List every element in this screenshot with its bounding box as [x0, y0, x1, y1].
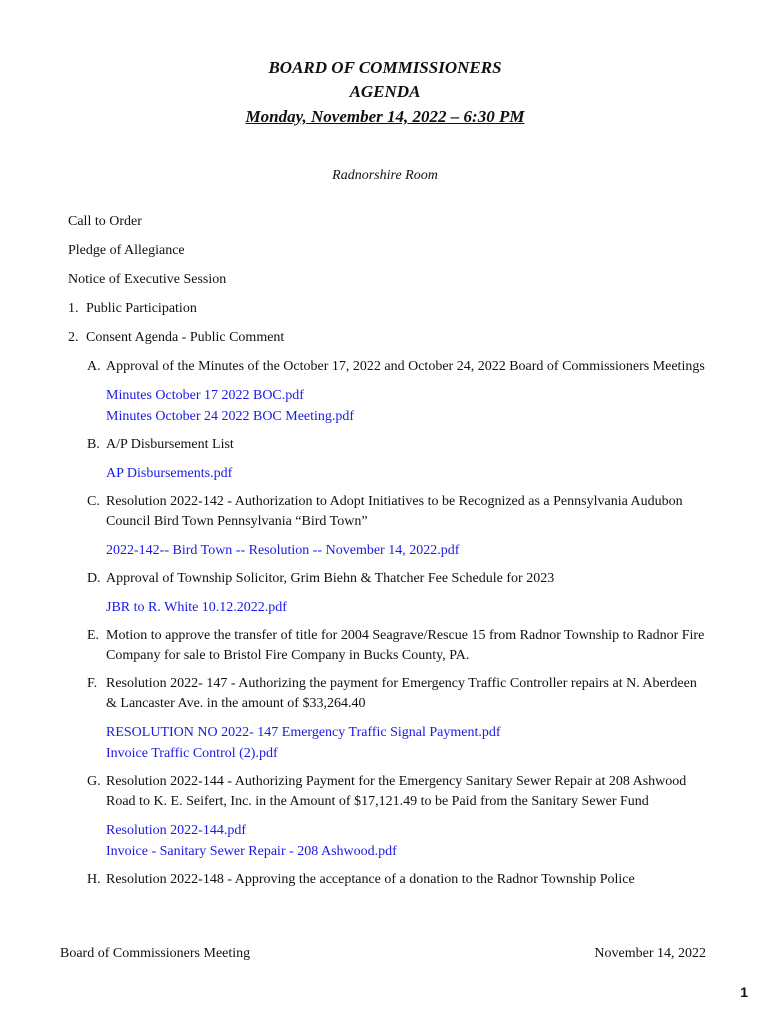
item-text: Public Participation — [86, 301, 197, 316]
item-text: A/P Disbursement List — [106, 437, 234, 452]
agenda-body — [68, 212, 708, 898]
attachment-link[interactable]: Invoice Traffic Control (2).pdf — [106, 746, 278, 761]
agenda-item-a — [87, 357, 708, 377]
agenda-item-c — [87, 492, 708, 532]
footer-date: November 14, 2022 — [594, 946, 706, 961]
item-text: Resolution 2022-142 - Authorization to Adopt Initiatives to be Recognized as a Pennsylvania Audubon Council Bird Town Pennsylvania “Bird Town” — [106, 494, 683, 529]
item-letter: B. — [87, 437, 100, 452]
attachment-list — [106, 540, 708, 561]
attachment-link[interactable]: RESOLUTION NO 2022- 147 Emergency Traffic Signal Payment.pdf — [106, 725, 501, 740]
agenda-item-g — [87, 772, 708, 812]
item-text: Approval of the Minutes of the October 17, 2022 and October 24, 2022 Board of Commissioners Meetings — [106, 359, 705, 374]
item-letter: C. — [87, 494, 100, 509]
attachment-list — [106, 820, 708, 862]
item-number: 1. — [68, 301, 79, 316]
agenda-subtitle: AGENDA — [349, 82, 421, 101]
page-number: 1 — [740, 984, 748, 1000]
attachment-link[interactable]: AP Disbursements.pdf — [106, 466, 233, 481]
opening-item: Pledge of Allegiance — [68, 243, 185, 258]
attachment-link[interactable]: 2022-142-- Bird Town -- Resolution -- November 14, 2022.pdf — [106, 543, 460, 558]
item-number: 2. — [68, 330, 79, 345]
item-text: Resolution 2022-144 - Authorizing Payment for the Emergency Sanitary Sewer Repair at 208 Ashwood Road to K. E. Seifert, Inc. in the Amount of $17,121.49 to be Paid from the Sanitary Sewer Fund — [106, 774, 687, 809]
numbered-item — [68, 299, 708, 319]
agenda-item-f — [87, 674, 708, 714]
item-letter: E. — [87, 628, 100, 643]
meeting-room: Radnorshire Room — [332, 168, 438, 183]
item-text: Resolution 2022- 147 - Authorizing the payment for Emergency Traffic Controller repairs at N. Aberdeen & Lancaster Ave. in the amount of $33,264.40 — [106, 676, 697, 711]
opening-item: Call to Order — [68, 214, 142, 229]
item-letter: G. — [87, 774, 101, 789]
agenda-title: BOARD OF COMMISSIONERS — [268, 58, 502, 77]
opening-item: Notice of Executive Session — [68, 272, 227, 287]
attachment-link[interactable]: Invoice - Sanitary Sewer Repair - 208 Ashwood.pdf — [106, 844, 397, 859]
agenda-item-d — [87, 569, 708, 589]
item-letter: H. — [87, 872, 101, 887]
agenda-item-b — [87, 435, 708, 455]
agenda-item-h — [87, 870, 708, 890]
item-text: Resolution 2022-148 - Approving the acceptance of a donation to the Radnor Township Police — [106, 872, 635, 887]
attachment-list — [106, 597, 708, 618]
attachment-list — [106, 722, 708, 764]
attachment-link[interactable]: Resolution 2022-144.pdf — [106, 823, 246, 838]
item-text: Consent Agenda - Public Comment — [86, 330, 285, 345]
item-text: Approval of Township Solicitor, Grim Biehn & Thatcher Fee Schedule for 2023 — [106, 571, 555, 586]
agenda-item-e — [87, 626, 708, 666]
footer-meeting-name: Board of Commissioners Meeting — [60, 946, 251, 961]
attachment-link[interactable]: Minutes October 24 2022 BOC Meeting.pdf — [106, 409, 355, 424]
item-letter: F. — [87, 676, 98, 691]
attachment-list — [106, 463, 708, 484]
attachment-list — [106, 385, 708, 427]
numbered-item — [68, 328, 708, 348]
attachment-link[interactable]: Minutes October 17 2022 BOC.pdf — [106, 388, 304, 403]
meeting-date: Monday, November 14, 2022 – 6:30 PM — [245, 107, 525, 126]
item-letter: A. — [87, 359, 101, 374]
item-text: Motion to approve the transfer of title for 2004 Seagrave/Rescue 15 from Radnor Township to Radnor Fire Company for sale to Bristol Fire Company in Bucks County, PA. — [106, 628, 705, 663]
item-letter: D. — [87, 571, 101, 586]
attachment-link[interactable]: JBR to R. White 10.12.2022.pdf — [106, 600, 287, 615]
